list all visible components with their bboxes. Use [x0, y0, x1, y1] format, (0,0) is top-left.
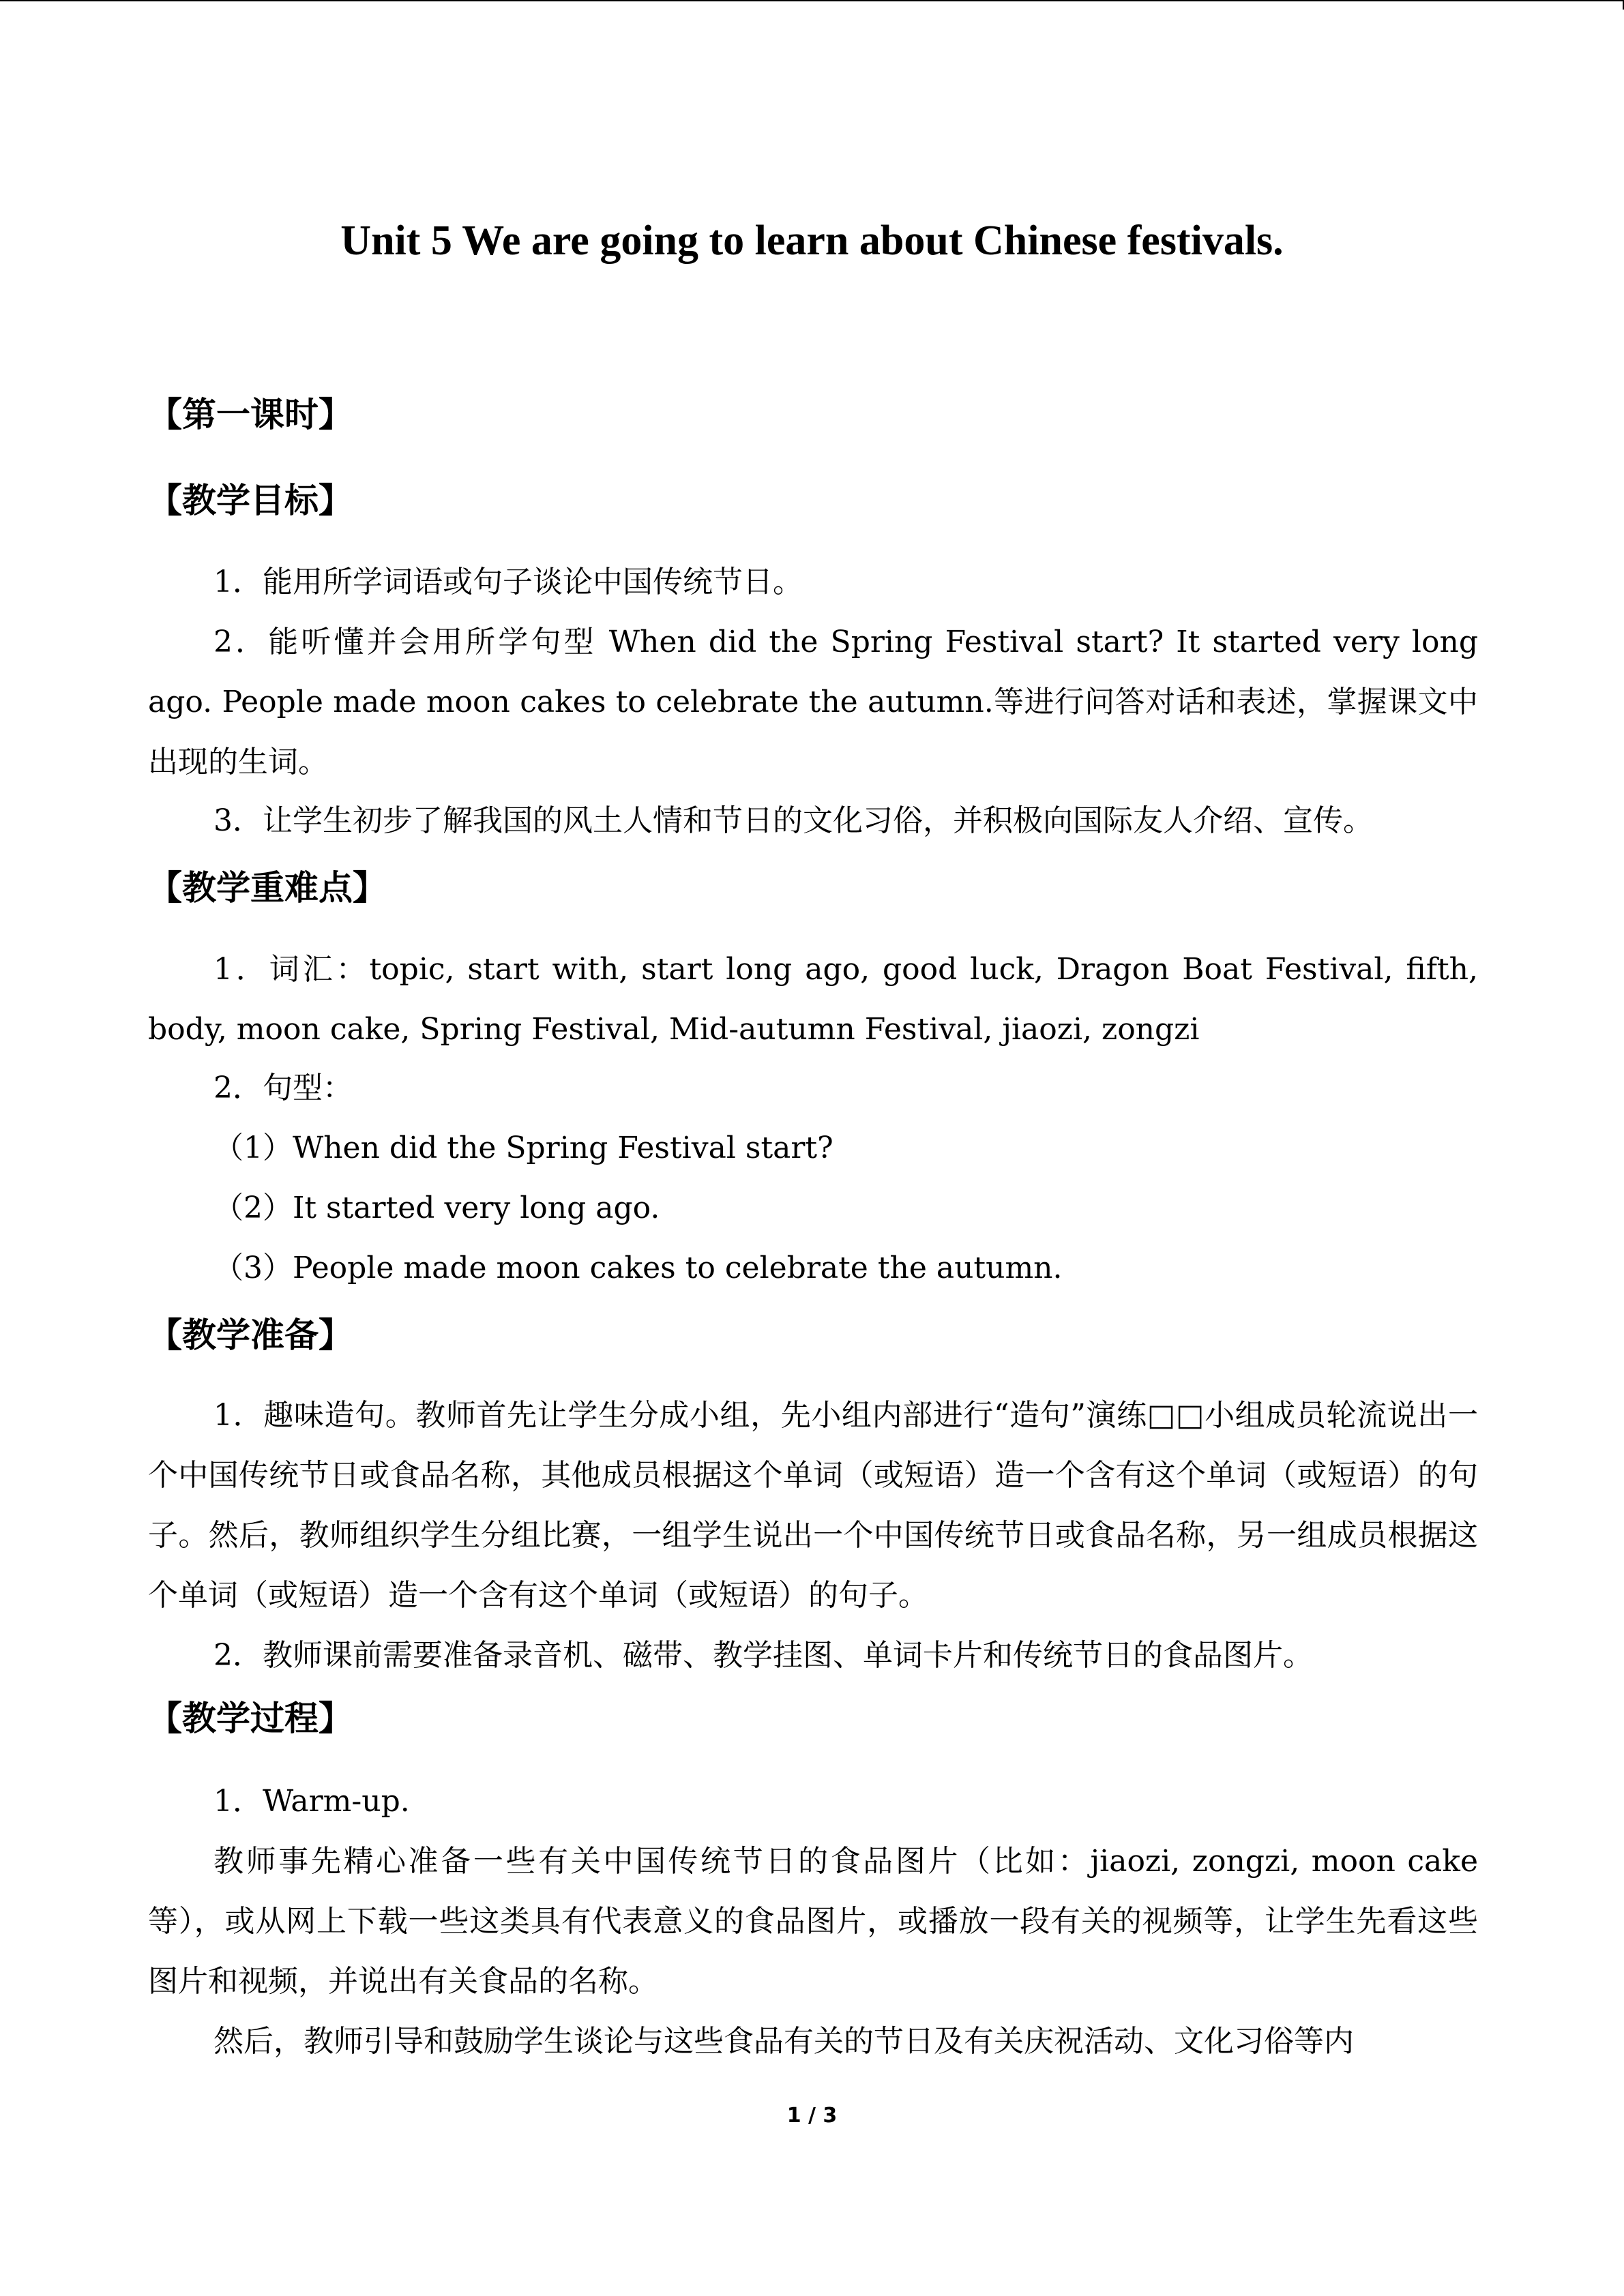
preparation-1: 1．趣味造句。教师首先让学生分成小组，先小组内部进行“造句”演练□□小组成员轮流说出一个中国传统节日或食品名称，其他成员根据这个单词（或短语）造一个含有这个单词（或短语）的句子。然后，教师组织学生分组比赛，一组学生说出一个中国传统节日或食品名称，另一组成员根据这个单词（或短语）造一个含有这个单词（或短语）的句子。: [148, 1398, 1478, 1613]
heading-preparation: 【教学准备】: [148, 1315, 353, 1355]
heading-key-points: 【教学重难点】: [148, 868, 387, 908]
heading-process: 【教学过程】: [148, 1699, 353, 1738]
page-number: 1 / 3: [786, 2104, 838, 2128]
key-sentence-2: （2）It started very long ago.: [213, 1191, 660, 1225]
heading-lesson: 【第一课时】: [148, 395, 353, 434]
preparation-2: 2．教师课前需要准备录音机、磁带、教学挂图、单词卡片和传统节日的食品图片。: [213, 1638, 1313, 1673]
heading-objectives: 【教学目标】: [148, 481, 353, 520]
process-step-1: 1．Warm-up.: [213, 1784, 410, 1819]
objective-1: 1．能用所学词语或句子谈论中国传统节日。: [213, 565, 803, 599]
objective-3: 3．让学生初步了解我国的风土人情和节日的文化习俗，并积极向国际友人介绍、宣传。: [213, 803, 1373, 838]
key-points-sentence-label: 2．句型：: [213, 1071, 353, 1105]
key-sentence-1: （1）When did the Spring Festival start?: [213, 1131, 833, 1165]
key-sentence-3: （3）People made moon cakes to celebrate the autumn.: [213, 1251, 1063, 1285]
objective-2: 2．能听懂并会用所学句型 When did the Spring Festival start? It started very long ago. People made moon cakes to celebrate the autumn.等进行问答对话和表述，掌握课文中出现的生词。: [148, 625, 1478, 779]
process-paragraph-2: 然后，教师引导和鼓励学生谈论与这些食品有关的节日及有关庆祝活动、文化习俗等内: [213, 2024, 1354, 2059]
page-title: Unit 5 We are going to learn about Chinese festivals.: [340, 218, 1284, 264]
key-points-vocab: 1．词汇：topic, start with, start long ago, good luck, Dragon Boat Festival, fifth, body, moon cake, Spring Festival, Mid-autumn Festival, jiaozi, zongzi: [148, 952, 1478, 1047]
page-border-top: [0, 0, 1623, 1]
process-paragraph-1: 教师事先精心准备一些有关中国传统节日的食品图片（比如：jiaozi, zongzi, moon cake 等），或从网上下载一些这类具有代表意义的食品图片，或播放一段有关的视频等，让学生先看这些图片和视频，并说出有关食品的名称。: [148, 1844, 1478, 1999]
